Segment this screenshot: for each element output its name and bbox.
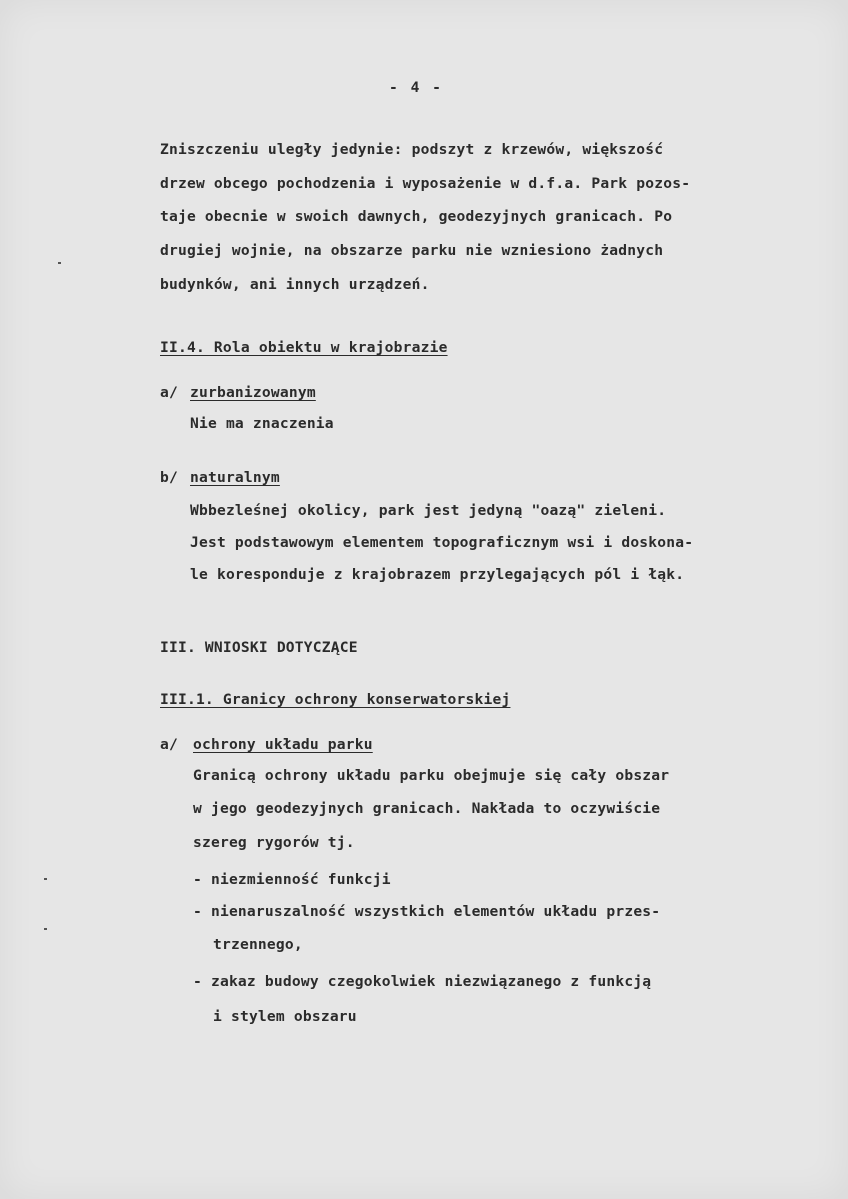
section-heading-II4: II.4. Rola obiektu w krajobrazie (160, 339, 448, 356)
intro-line: budynków, ani innych urządzeń. (160, 276, 430, 293)
item-a-label: a/ (160, 384, 178, 401)
edge-mark (58, 262, 61, 264)
item-b-label: b/ (160, 469, 178, 486)
item-b-line: Jest podstawowym elementem topograficznym wsi i doskona- (190, 534, 694, 551)
item-b-line: le koresponduje z krajobrazem przylegających pól i łąk. (190, 566, 685, 583)
item-c-line: Granicą ochrony układu parku obejmuje się cały obszar (193, 767, 670, 784)
section-heading-III: III. WNIOSKI DOTYCZĄCE (160, 639, 358, 656)
page-number: - 4 - (389, 79, 443, 96)
intro-line: drzew obcego pochodzenia i wyposażenie w d.f.a. Park pozos- (160, 175, 691, 192)
item-c-line: i stylem obszaru (213, 1008, 357, 1025)
item-a-text: Nie ma znaczenia (190, 415, 334, 432)
intro-line: Zniszczeniu uległy jedynie: podszyt z krzewów, większość (160, 141, 664, 158)
item-c-line: szereg rygorów tj. (193, 834, 355, 851)
edge-mark (44, 878, 47, 880)
intro-line: taje obecnie w swoich dawnych, geodezyjnych granicach. Po (160, 208, 673, 225)
section-heading-III1: III.1. Granicy ochrony konserwatorskiej (160, 691, 511, 708)
item-a-title: zurbanizowanym (190, 384, 316, 401)
item-c-line: w jego geodezyjnych granicach. Nakłada to oczywiście (193, 800, 661, 817)
item-b-line: Wbbezleśnej okolicy, park jest jedyną "oazą" zieleni. (190, 502, 667, 519)
item-c-line: trzennego, (213, 936, 303, 953)
edge-mark (44, 928, 47, 930)
item-c-label: a/ (160, 736, 178, 753)
item-c-line: - niezmienność funkcji (193, 871, 391, 888)
intro-line: drugiej wojnie, na obszarze parku nie wzniesiono żadnych (160, 242, 664, 259)
item-c-line: - zakaz budowy czegokolwiek niezwiązanego z funkcją (193, 973, 652, 990)
item-c-title: ochrony układu parku (193, 736, 373, 753)
item-c-line: - nienaruszalność wszystkich elementów układu przes- (193, 903, 661, 920)
item-b-title: naturalnym (190, 469, 280, 486)
